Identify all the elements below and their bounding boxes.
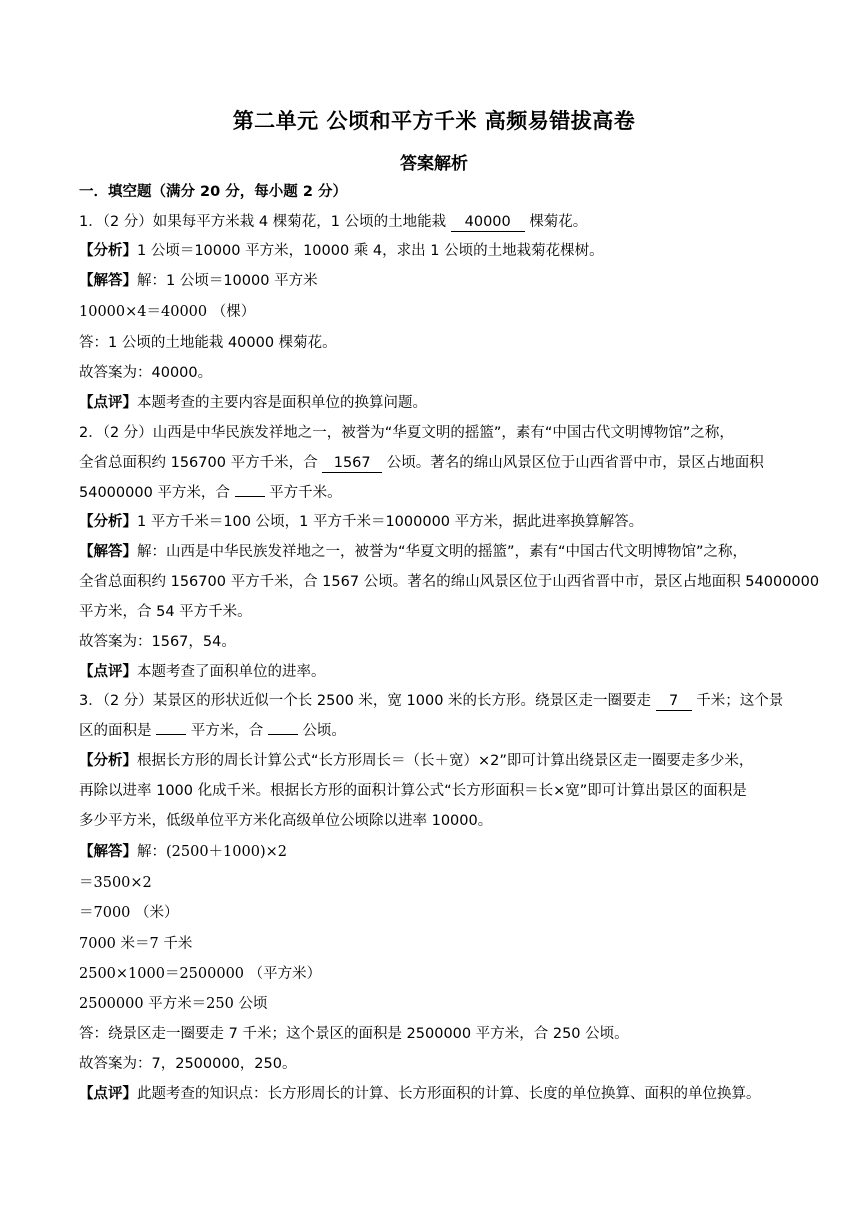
q3-answer-blank-3 <box>268 734 298 735</box>
q2-solution-line1 <box>79 542 747 562</box>
q3-calc-5: 2500000 平方米＝250 公顷 <box>79 996 268 1012</box>
q3-analysis-line2: 再除以进率 1000 化成千米。根据长方形的面积计算公式“长方形面积＝长×宽”即可计算出景区的面积是 <box>79 783 747 799</box>
q1-comment-text: 本题考查的主要内容是面积单位的换算问题。 <box>137 395 427 411</box>
q1-answer: 答：1 公顷的土地能栽 40000 棵菊花。 <box>79 335 337 351</box>
q3-stem-line1-a: 3．（2 分）某景区的形状近似一个长 2500 米，宽 1000 米的长方形。绕景区走一圈要走 <box>79 693 652 709</box>
q1-stem-text-b: 棵菊花。 <box>529 214 588 230</box>
q2-answer-blank-2 <box>235 496 265 497</box>
q1-calc: 10000×4＝40000 （棵） <box>79 304 256 320</box>
q3-stem-line2-b: 平方米，合 <box>190 723 264 739</box>
q2-analysis-tag: 【分析】 <box>79 514 137 530</box>
q3-calc-4: 2500×1000＝2500000 （平方米） <box>79 966 322 982</box>
q3-comment-text: 此题考查的知识点：长方形周长的计算、长方形面积的计算、长度的单位换算、面积的单位换算。 <box>137 1086 761 1102</box>
page-title: 第二单元 公顷和平方千米 高频易错拔高卷 <box>232 109 636 133</box>
q2-final: 故答案为：1567，54。 <box>79 634 236 650</box>
q1-stem-text-a: 1．（2 分）如果每平方米栽 4 棵菊花，1 公顷的土地能栽 <box>79 214 447 230</box>
q1-stem <box>79 212 587 232</box>
q1-comment <box>79 393 427 413</box>
q1-comment-tag: 【点评】 <box>79 395 137 411</box>
q2-analysis-text: 1 平方千米＝100 公顷，1 平方千米＝1000000 平方米，据此进率换算解答。 <box>137 514 644 530</box>
q2-comment-text: 本题考查了面积单位的进率。 <box>137 664 326 680</box>
q3-stem-line2-c: 公顷。 <box>302 723 346 739</box>
q3-analysis-text-1: 根据长方形的周长计算公式“长方形周长＝（长＋宽）×2”即可计算出绕景区走一圈要走多少米， <box>137 753 754 769</box>
q2-stem-line2-b: 公顷。著名的绵山风景区位于山西省晋中市，景区占地面积 <box>386 455 764 471</box>
q3-comment <box>79 1084 761 1104</box>
q3-analysis-line1 <box>79 751 753 771</box>
q2-solution-tag: 【解答】 <box>79 544 137 560</box>
q3-solution-tag: 【解答】 <box>79 844 137 860</box>
q3-stem-line1-b: 千米；这个景 <box>696 693 784 709</box>
q1-final: 故答案为：40000。 <box>79 365 213 381</box>
q2-comment-tag: 【点评】 <box>79 664 137 680</box>
q1-solution-text: 解：1 公顷＝10000 平方米 <box>137 273 318 289</box>
q3-stem-line1 <box>79 691 783 711</box>
q1-analysis-tag: 【分析】 <box>79 243 137 259</box>
q2-solution-line2: 全省总面积约 156700 平方千米，合 1567 公顷。著名的绵山风景区位于山西省晋中市，景区占地面积 54000000 <box>79 574 820 590</box>
q3-solution-text: 解：(2500＋1000)×2 <box>137 844 287 860</box>
q2-stem-line3 <box>79 483 342 503</box>
q3-stem-line2 <box>79 721 346 741</box>
q2-stem-line3-a: 54000000 平方米，合 <box>79 485 230 501</box>
q3-answer-blank-1: 7 <box>656 692 692 711</box>
q3-solution <box>79 842 287 862</box>
q2-analysis <box>79 512 643 532</box>
q3-stem-line2-a: 区的面积是 <box>79 723 152 739</box>
q2-stem-line2-a: 全省总面积约 156700 平方千米，合 <box>79 455 318 471</box>
q2-solution-text-1: 解：山西是中华民族发祥地之一，被誉为“华夏文明的摇篮”，素有“中国古代文明博物馆”之称， <box>137 544 748 560</box>
q1-analysis-text: 1 公顷＝10000 平方米，10000 乘 4，求出 1 公顷的土地栽菊花棵树。 <box>137 243 604 259</box>
q3-calc-3: 7000 米＝7 千米 <box>79 936 193 952</box>
section-heading: 一．填空题（满分 20 分，每小题 2 分） <box>79 184 347 200</box>
q3-analysis-line3: 多少平方米，低级单位平方米化高级单位公顷除以进率 10000。 <box>79 813 493 829</box>
q3-answer: 答：绕景区走一圈要走 7 千米；这个景区的面积是 2500000 平方米，合 250 公顷。 <box>79 1026 629 1042</box>
q2-stem-line2 <box>79 453 764 473</box>
q3-final: 故答案为：7，2500000，250。 <box>79 1056 297 1072</box>
q1-analysis <box>79 241 604 261</box>
q2-solution-line3: 平方米，合 54 平方千米。 <box>79 604 252 620</box>
q3-analysis-tag: 【分析】 <box>79 753 137 769</box>
q2-answer-blank-1: 1567 <box>322 454 382 473</box>
page-subtitle: 答案解析 <box>400 154 468 174</box>
q3-answer-blank-2 <box>156 734 186 735</box>
q2-stem-line3-b: 平方千米。 <box>269 485 342 501</box>
q1-solution <box>79 271 318 291</box>
q3-calc-1: ＝3500×2 <box>79 875 152 891</box>
q3-comment-tag: 【点评】 <box>79 1086 137 1102</box>
q2-comment <box>79 662 326 682</box>
q2-stem-line1: 2．（2 分）山西是中华民族发祥地之一，被誉为“华夏文明的摇篮”，素有“中国古代文明博物馆”之称， <box>79 425 734 441</box>
q3-calc-2: ＝7000 （米） <box>79 905 179 921</box>
q1-answer-blank: 40000 <box>451 213 525 232</box>
q1-solution-tag: 【解答】 <box>79 273 137 289</box>
